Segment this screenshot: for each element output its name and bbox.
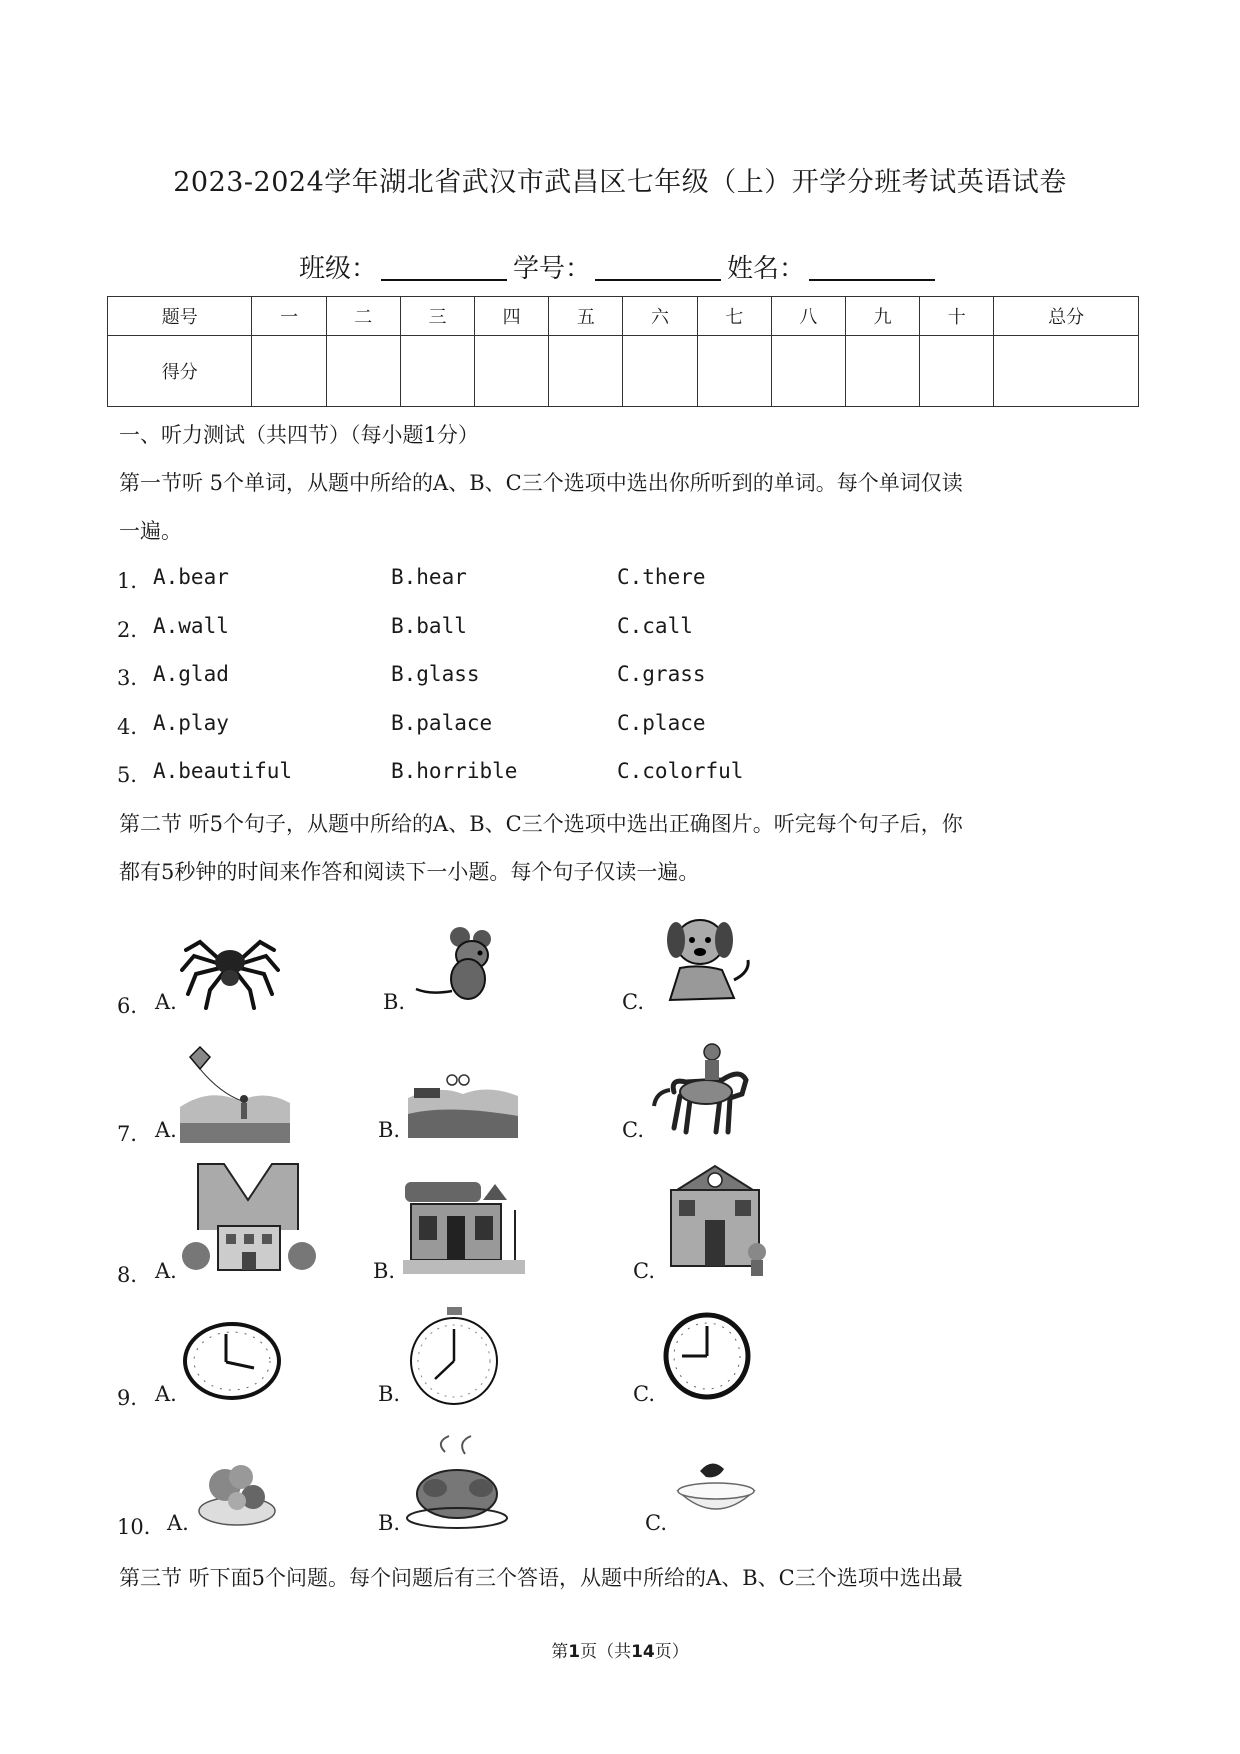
school-icon[interactable] (657, 1160, 774, 1280)
food-plate-icon[interactable] (197, 1455, 279, 1531)
score-header: 四 (475, 297, 549, 336)
option-c[interactable]: C.call (617, 614, 693, 638)
score-header: 八 (771, 297, 845, 336)
option-c[interactable]: C.grass (617, 662, 706, 686)
score-header: 五 (549, 297, 623, 336)
number-label: 学号： (512, 254, 591, 284)
score-cell[interactable] (994, 336, 1139, 407)
footer-prefix: 第 (551, 1642, 569, 1662)
option-c-label[interactable]: C. (622, 990, 644, 1014)
footer-suffix: 页） (654, 1642, 689, 1662)
footer-page-number: 1 (568, 1642, 581, 1662)
score-header: 十 (920, 297, 994, 336)
option-c-label[interactable]: C. (645, 1511, 667, 1535)
option-c[interactable]: C.there (617, 565, 706, 589)
score-cell[interactable] (771, 336, 845, 407)
score-header: 七 (697, 297, 771, 336)
question-number: 3． (117, 666, 152, 690)
roast-chicken-icon[interactable] (405, 1432, 508, 1532)
mcdonalds-icon[interactable] (182, 1160, 317, 1280)
question-number: 6． (117, 994, 152, 1018)
mouse-icon[interactable] (410, 925, 510, 1010)
score-row-label: 得分 (108, 336, 252, 407)
score-cell[interactable] (475, 336, 549, 407)
option-c-label[interactable]: C. (633, 1259, 655, 1283)
horse-riding-icon[interactable] (650, 1042, 760, 1138)
option-a-label[interactable]: A. (155, 1259, 177, 1283)
number-blank[interactable] (595, 253, 721, 281)
kite-flying-icon[interactable] (180, 1043, 290, 1143)
option-b-label[interactable]: B. (373, 1259, 396, 1283)
question-number: 2． (117, 618, 152, 642)
part1-instruction-line1: 第一节听 5个单词，从题中所给的A、B、C三个选项中选出你所听到的单词。每个单词仅读 (119, 471, 963, 495)
option-a[interactable]: A.wall (153, 614, 229, 638)
question-number: 8． (117, 1263, 152, 1287)
score-cell[interactable] (623, 336, 697, 407)
option-b-label[interactable]: B. (378, 1382, 401, 1406)
restaurant-icon[interactable] (403, 1180, 525, 1276)
option-a-label[interactable]: A. (155, 1382, 177, 1406)
part2-instruction-line2: 都有5秒钟的时间来作答和阅读下一小题。每个句子仅读一遍。 (119, 860, 700, 884)
student-info-line (0, 248, 1240, 285)
option-b-label[interactable]: B. (383, 990, 406, 1014)
score-header: 总分 (994, 297, 1139, 336)
option-a-label[interactable]: A. (167, 1511, 189, 1535)
score-header: 三 (400, 297, 474, 336)
name-label: 姓名： (727, 254, 806, 284)
option-a[interactable]: A.beautiful (153, 759, 293, 783)
page-footer (0, 1637, 1240, 1662)
spider-icon[interactable] (180, 930, 280, 1010)
score-cell[interactable] (549, 336, 623, 407)
class-label: 班级： (298, 254, 377, 284)
question-number: 5． (117, 763, 152, 787)
question-number: 10． (117, 1515, 165, 1539)
name-blank[interactable] (809, 253, 935, 281)
score-cell[interactable] (697, 336, 771, 407)
class-blank[interactable] (381, 253, 507, 281)
footer-middle: 页（共 (580, 1642, 632, 1662)
landscape-icon[interactable] (408, 1068, 518, 1138)
dog-icon[interactable] (650, 910, 755, 1010)
part3-instruction-line1: 第三节 听下面5个问题。每个问题后有三个答语，从题中所给的A、B、C三个选项中选出最 (119, 1566, 963, 1590)
clock-icon[interactable] (662, 1310, 752, 1402)
score-header: 二 (326, 297, 400, 336)
question-number: 9． (117, 1386, 152, 1410)
option-a[interactable]: A.glad (153, 662, 229, 686)
score-table-score-row (108, 336, 1139, 407)
option-a[interactable]: A.bear (153, 565, 229, 589)
score-cell[interactable] (400, 336, 474, 407)
option-a-label[interactable]: A. (155, 1118, 177, 1142)
bowl-icon[interactable] (672, 1455, 760, 1525)
score-header: 九 (845, 297, 919, 336)
option-c-label[interactable]: C. (622, 1118, 644, 1142)
option-b[interactable]: B.ball (391, 614, 467, 638)
option-b[interactable]: B.horrible (391, 759, 518, 783)
score-cell[interactable] (920, 336, 994, 407)
question-number: 7． (117, 1122, 152, 1146)
score-cell[interactable] (845, 336, 919, 407)
option-b[interactable]: B.glass (391, 662, 480, 686)
question-number: 4． (117, 715, 152, 739)
question-number: 1． (117, 569, 152, 593)
score-header: 题号 (108, 297, 252, 336)
score-table-header-row (108, 297, 1139, 336)
option-b[interactable]: B.palace (391, 711, 493, 735)
score-cell[interactable] (326, 336, 400, 407)
part2-instruction-line1: 第二节 听5个句子，从题中所给的A、B、C三个选项中选出正确图片。听完每个句子后，你 (119, 812, 963, 836)
clock-icon[interactable] (407, 1307, 502, 1409)
option-c[interactable]: C.colorful (617, 759, 744, 783)
option-c-label[interactable]: C. (633, 1382, 655, 1406)
clock-icon[interactable] (182, 1320, 282, 1402)
section1-heading: 一、听力测试（共四节）（每小题1分） (119, 423, 479, 447)
option-b-label[interactable]: B. (378, 1511, 401, 1535)
option-c[interactable]: C.place (617, 711, 706, 735)
option-b[interactable]: B.hear (391, 565, 467, 589)
option-b-label[interactable]: B. (378, 1118, 401, 1142)
score-table (107, 296, 1139, 407)
score-cell[interactable] (252, 336, 326, 407)
score-header: 六 (623, 297, 697, 336)
score-header: 一 (252, 297, 326, 336)
part1-instruction-line2: 一遍。 (119, 519, 182, 543)
footer-total-pages: 14 (631, 1642, 655, 1662)
option-a[interactable]: A.play (153, 711, 229, 735)
page-title: 2023-2024学年湖北省武汉市武昌区七年级（上）开学分班考试英语试卷 (173, 167, 1067, 198)
option-a-label[interactable]: A. (155, 990, 177, 1014)
